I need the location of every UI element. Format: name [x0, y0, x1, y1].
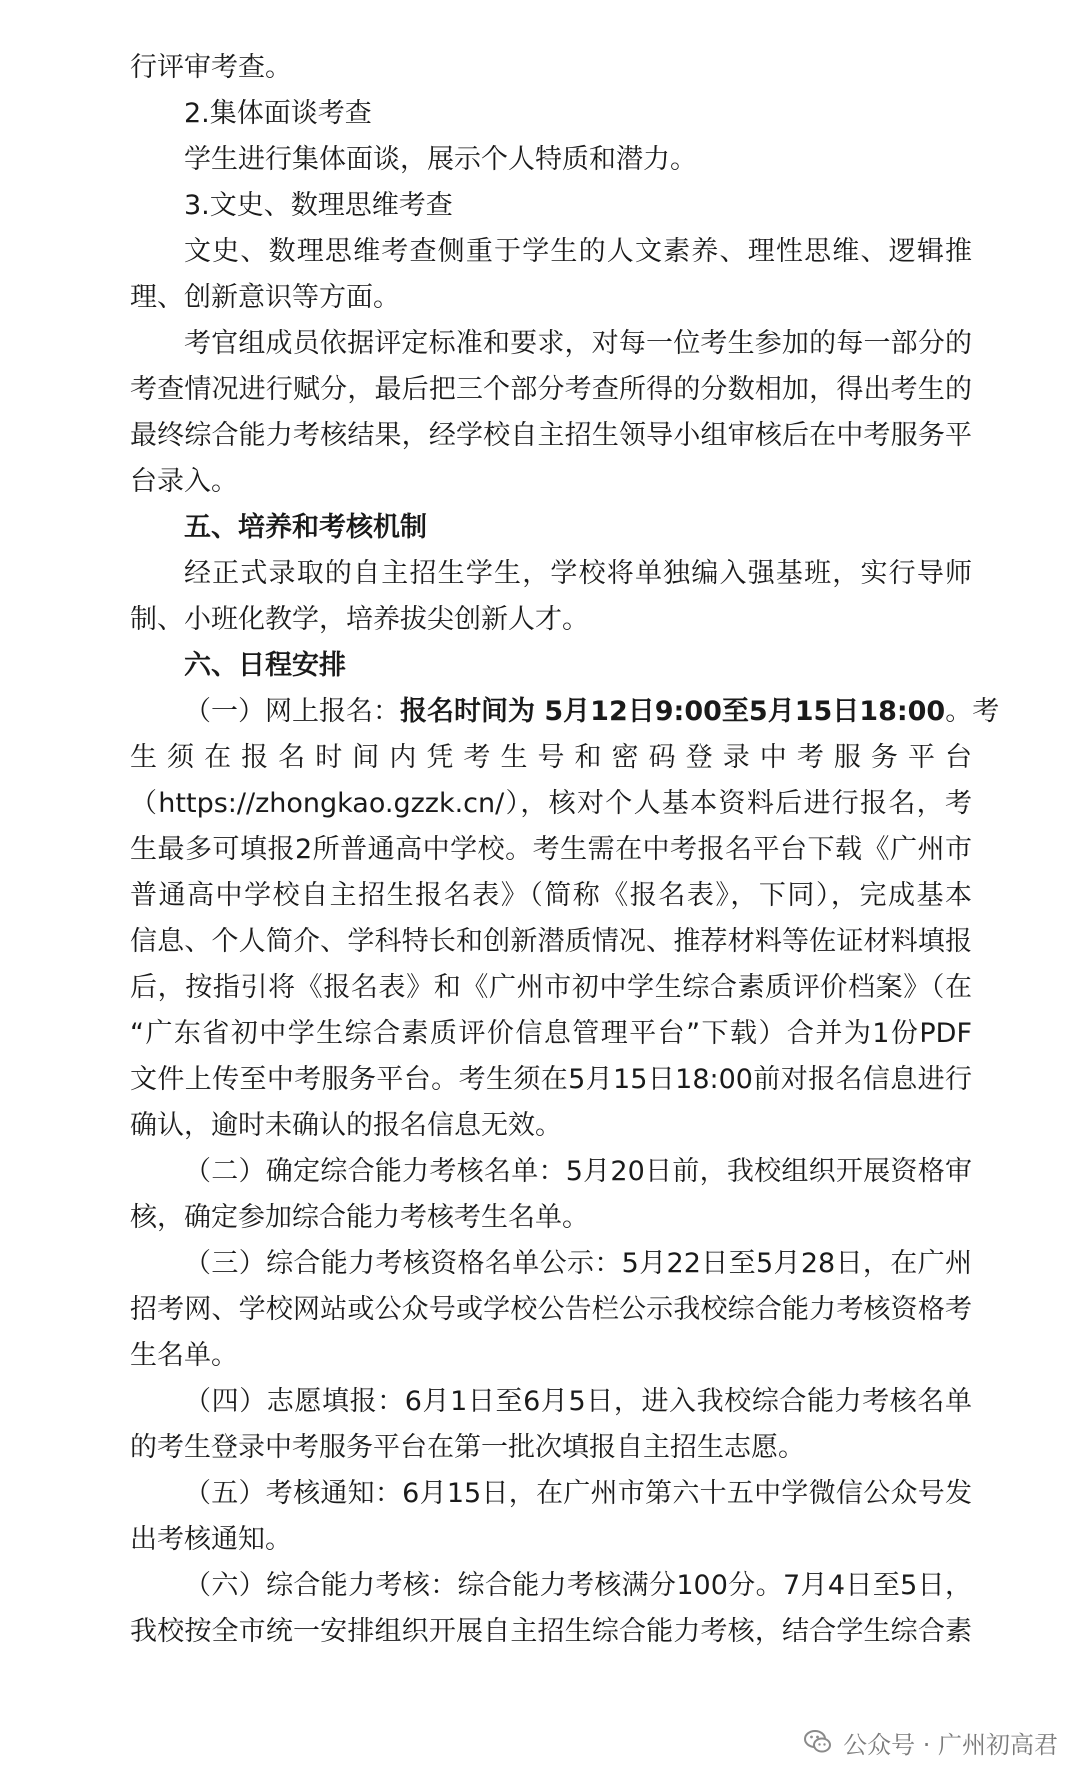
watermark	[803, 1722, 1058, 1762]
text-line: 考查情况进行赋分，最后把三个部分考查所得的分数相加，得出考生的	[130, 374, 972, 405]
text-line: 文件上传至中考服务平台。考生须在5月15日18:00前对报名信息进行	[130, 1064, 972, 1095]
text-line: “广东省初中学生综合素质评价信息管理平台”下载）合并为1份PDF	[130, 1018, 972, 1049]
text-line: 生须在报名时间内凭考生号和密码登录中考服务平台	[130, 742, 972, 773]
text-line	[184, 688, 1000, 736]
text-line: 学生进行集体面谈，展示个人特质和潜力。	[184, 144, 697, 175]
text-line: 理、创新意识等方面。	[130, 282, 400, 313]
text-line: 制、小班化教学，培养拔尖创新人才。	[130, 604, 589, 635]
text-line: 确认，逾时未确认的报名信息无效。	[130, 1110, 562, 1141]
text-line: 的考生登录中考服务平台在第一批次填报自主招生志愿。	[130, 1432, 805, 1463]
text-span: （一）网上报名：	[184, 696, 400, 727]
text-line: 考官组成员依据评定标准和要求，对每一位考生参加的每一部分的	[184, 328, 972, 359]
text-line: 生最多可填报2所普通高中学校。考生需在中考报名平台下载《广州市	[130, 834, 972, 865]
text-line: 核，确定参加综合能力考核考生名单。	[130, 1202, 589, 1233]
watermark-text: 公众号 · 广州初高君	[843, 1730, 1058, 1759]
text-line: （二）确定综合能力考核名单：5月20日前，我校组织开展资格审	[184, 1156, 972, 1187]
text-line: 台录入。	[130, 466, 238, 497]
text-line: 经正式录取的自主招生学生，学校将单独编入强基班，实行导师	[184, 558, 972, 589]
text-line: 招考网、学校网站或公众号或学校公告栏公示我校综合能力考核资格考	[130, 1294, 972, 1325]
subheading: 2.集体面谈考查	[184, 98, 372, 129]
text-line: 生名单。	[130, 1340, 238, 1371]
text-line: （六）综合能力考核：综合能力考核满分100分。7月4日至5日，	[184, 1570, 972, 1601]
wechat-icon	[803, 1727, 833, 1757]
registration-time: 报名时间为 5月12日9:00至5月15日18:00	[400, 696, 946, 727]
subheading: 3.文史、数理思维考查	[184, 190, 453, 221]
text-line: （四）志愿填报：6月1日至6月5日，进入我校综合能力考核名单	[184, 1386, 972, 1417]
text-line: （五）考核通知：6月15日，在广州市第六十五中学微信公众号发	[184, 1478, 972, 1509]
section-heading: 六、日程安排	[184, 650, 346, 681]
text-line: 我校按全市统一安排组织开展自主招生综合能力考核，结合学生综合素	[130, 1616, 972, 1647]
text-line: 信息、个人简介、学科特长和创新潜质情况、推荐材料等佐证材料填报	[130, 926, 972, 957]
text-line: （https://zhongkao.gzzk.cn/），核对个人基本资料后进行报名，考	[130, 788, 972, 819]
text-line: （三）综合能力考核资格名单公示：5月22日至5月28日，在广州	[184, 1248, 972, 1279]
text-line: 行评审考查。	[130, 52, 292, 83]
text-line: 文史、数理思维考查侧重于学生的人文素养、理性思维、逻辑推	[184, 236, 972, 267]
text-line: 出考核通知。	[130, 1524, 292, 1555]
text-line: 普通高中学校自主招生报名表》（简称《报名表》，下同），完成基本	[130, 880, 972, 911]
text-span: 。考	[945, 696, 1000, 727]
text-line: 最终综合能力考核结果，经学校自主招生领导小组审核后在中考服务平	[130, 420, 972, 451]
text-line: 后，按指引将《报名表》和《广州市初中学生综合素质评价档案》（在	[130, 972, 972, 1003]
section-heading: 五、培养和考核机制	[184, 512, 427, 543]
